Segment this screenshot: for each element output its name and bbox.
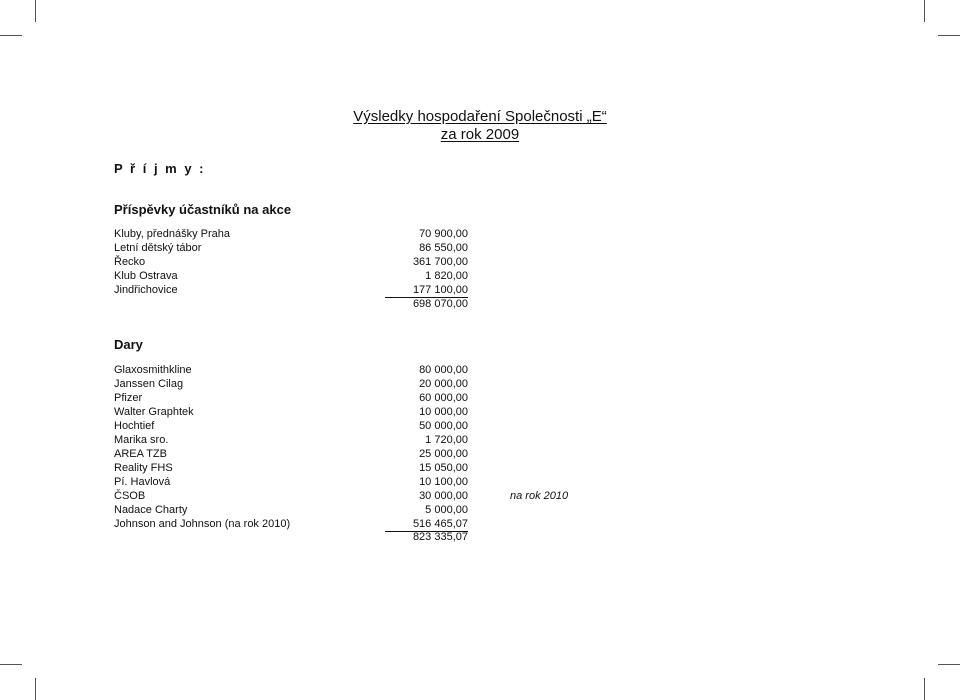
list-item — [114, 377, 574, 391]
item-label: Pí. Havlová — [114, 476, 171, 488]
item-label: Janssen Cilag — [114, 378, 184, 390]
item-amount: 1 720,00 — [425, 434, 468, 446]
item-amount: 70 900,00 — [419, 228, 468, 240]
crop-mark-left-bottom — [0, 664, 22, 665]
list-item — [114, 227, 574, 241]
item-label: ČSOB — [114, 490, 146, 502]
item-amount: 1 820,00 — [425, 270, 468, 282]
item-note: na rok 2010 — [510, 490, 569, 502]
item-label: Reality FHS — [114, 462, 173, 474]
item-label: Glaxosmithkline — [114, 364, 192, 376]
crop-mark-right-top — [938, 35, 960, 36]
list-item — [114, 405, 574, 419]
title-line-2: za rok 2009 — [440, 126, 520, 143]
item-amount: 10 100,00 — [419, 476, 468, 488]
item-label: Letní dětský tábor — [114, 242, 202, 254]
item-amount: 177 100,00 — [385, 283, 468, 298]
item-amount: 10 000,00 — [419, 406, 468, 418]
item-amount: 30 000,00 — [419, 490, 468, 502]
list-item — [114, 283, 574, 297]
item-label: Johnson and Johnson (na rok 2010) — [114, 518, 291, 530]
income-heading: P ř í j m y : — [114, 161, 206, 176]
item-label: Klub Ostrava — [114, 270, 178, 282]
item-label: Řecko — [114, 256, 146, 268]
list-item — [114, 517, 574, 531]
list-item — [114, 489, 574, 503]
item-label: Hochtief — [114, 420, 155, 432]
section-donations-heading: Dary — [114, 337, 143, 352]
donations-list — [114, 363, 574, 531]
list-item — [114, 241, 574, 255]
item-label: Kluby, přednášky Praha — [114, 228, 230, 240]
item-label: Jindřichovice — [114, 284, 178, 296]
list-item — [114, 447, 574, 461]
crop-mark-bottom-right — [924, 678, 925, 700]
item-amount: 516 465,07 — [385, 517, 468, 532]
list-item — [114, 503, 574, 517]
donations-total: 823 335,07 — [412, 531, 468, 543]
list-item — [114, 475, 574, 489]
item-label: AREA TZB — [114, 448, 167, 460]
item-amount: 80 000,00 — [419, 364, 468, 376]
list-item — [114, 363, 574, 377]
item-label: Pfizer — [114, 392, 143, 404]
list-item — [114, 461, 574, 475]
list-item — [114, 255, 574, 269]
document-title — [344, 108, 616, 144]
list-item — [114, 391, 574, 405]
item-amount: 86 550,00 — [419, 242, 468, 254]
item-amount: 15 050,00 — [419, 462, 468, 474]
crop-mark-top-left — [35, 0, 36, 22]
item-amount: 25 000,00 — [419, 448, 468, 460]
contributions-total: 698 070,00 — [412, 298, 468, 310]
item-label: Marika sro. — [114, 434, 169, 446]
item-amount: 5 000,00 — [425, 504, 468, 516]
list-item — [114, 433, 574, 447]
list-item — [114, 419, 574, 433]
item-amount: 50 000,00 — [419, 420, 468, 432]
crop-mark-left-top — [0, 35, 22, 36]
item-amount: 361 700,00 — [412, 256, 468, 268]
item-amount: 20 000,00 — [419, 378, 468, 390]
crop-mark-right-bottom — [938, 664, 960, 665]
crop-mark-bottom-left — [35, 678, 36, 700]
crop-mark-top-right — [924, 0, 925, 22]
list-item — [114, 269, 574, 283]
item-amount: 60 000,00 — [419, 392, 468, 404]
item-label: Walter Graphtek — [114, 406, 194, 418]
title-line-1: Výsledky hospodaření Společnosti „E“ — [353, 108, 607, 125]
section-contributions-heading: Příspěvky účastníků na akce — [114, 202, 292, 217]
item-label: Nadace Charty — [114, 504, 188, 516]
contributions-list — [114, 227, 574, 297]
